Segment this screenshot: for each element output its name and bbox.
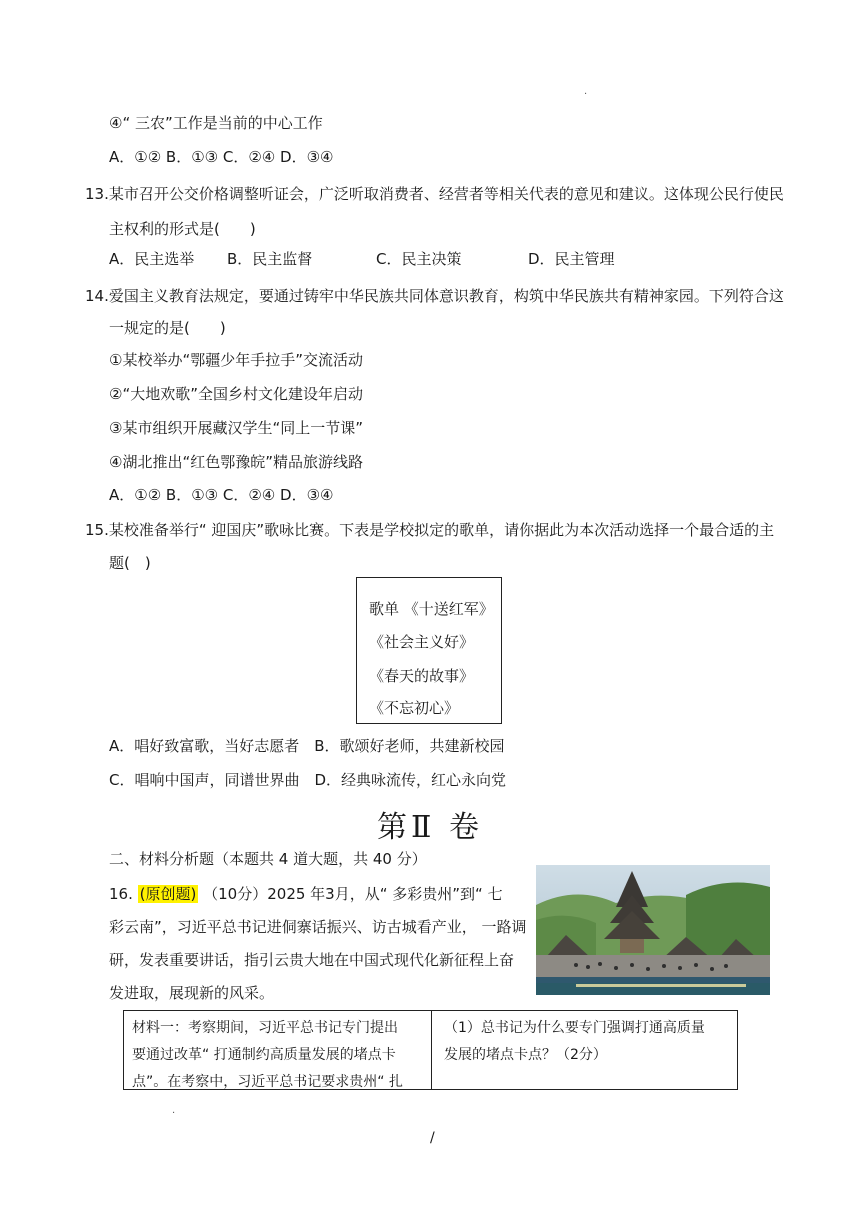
q16-line3: 研，发表重要讲话，指引云贵大地在中国式现代化新征程上奋 — [109, 951, 515, 969]
song-list-item: 《春天的故事》 — [369, 667, 475, 685]
q13-option-c: C．民主决策 — [376, 250, 462, 268]
q16-line1-rest: （10分）2025 年3月，从“ 多彩贵州”到“ 七 — [203, 885, 503, 903]
q14-item-2: ②“大地欢歌”全国乡村文化建设年启动 — [109, 385, 363, 403]
q14-stem-line2: 一规定的是( ) — [109, 319, 226, 337]
material-1-cell — [124, 1011, 432, 1089]
q16-line1 — [109, 884, 503, 904]
question-1-line: 发展的堵点卡点？（2分） — [444, 1047, 607, 1063]
q13-stem-line1: 13.某市召开公交价格调整听证会，广泛听取消费者、经营者等相关代表的意见和建议。这体现公民行使民 — [85, 185, 784, 203]
stray-dot: . — [172, 1105, 176, 1116]
drum-tower-photo-illustration — [536, 865, 770, 995]
q14-options: A．①② B．①③ C．②④ D．③④ — [109, 486, 334, 504]
song-list-box — [356, 577, 502, 724]
q14-item-3: ③某市组织开展藏汉学生“同上一节课” — [109, 419, 363, 437]
q13-option-a: A．民主选举 — [109, 250, 195, 268]
part2-heading: 二、材料分析题（本题共 4 道大题，共 40 分） — [109, 850, 427, 868]
q14-item-1: ①某校举办“鄂疆少年手拉手”交流活动 — [109, 351, 363, 369]
song-list-item: 《不忘初心》 — [369, 699, 460, 717]
q15-stem-line1: 15.某校准备举行“ 迎国庆”歌咏比赛。下表是学校拟定的歌单，请你据此为本次活动选择一个最合适的主 — [85, 521, 775, 539]
page-mark: / — [430, 1130, 435, 1146]
q12-options: A．①② B．①③ C．②④ D．③④ — [109, 148, 334, 166]
q15-options-ab: A．唱好致富歌，当好志愿者 B．歌颂好老师，共建新校园 — [109, 737, 505, 755]
question-1-line: （1）总书记为什么要专门强调打通高质量 — [444, 1020, 705, 1036]
q16-line4: 发进取，展现新的风采。 — [109, 984, 275, 1002]
q13-option-d: D．民主管理 — [528, 250, 615, 268]
q16-line2: 彩云南”，习近平总书记进侗寨话振兴、访古城看产业， 一路调 — [109, 918, 527, 936]
section-title: 第Ⅱ 卷 — [377, 810, 483, 845]
material-table — [123, 1010, 738, 1090]
q16-number: 16. — [109, 885, 133, 903]
question-1-cell — [432, 1011, 737, 1089]
material-1-line: 材料一：考察期间，习近平总书记专门提出 — [132, 1020, 398, 1036]
q15-options-cd: C．唱响中国声，同谱世界曲 D．经典咏流传，红心永向党 — [109, 771, 507, 789]
drum-tower-photo — [536, 865, 770, 995]
song-list-item: 《社会主义好》 — [369, 633, 475, 651]
material-1-line: 点”。在考察中，习近平总书记要求贵州“ 扎 — [132, 1074, 403, 1090]
q15-stem-line2: 题( ) — [109, 554, 151, 572]
q14-item-4: ④湖北推出“红色鄂豫皖”精品旅游线路 — [109, 453, 363, 471]
stray-dot: . — [584, 86, 588, 97]
material-1-line: 要通过改革“ 打通制约高质量发展的堵点卡 — [132, 1047, 396, 1063]
original-question-tag: (原创题) — [139, 885, 197, 903]
q13-stem-line2: 主权利的形式是( ) — [109, 220, 256, 238]
q14-stem-line1: 14.爱国主义教育法规定，要通过铸牢中华民族共同体意识教育，构筑中华民族共有精神家园。下列符合这 — [85, 287, 784, 305]
q13-option-b: B．民主监督 — [227, 250, 313, 268]
song-list-item: 歌单 《十送红军》 — [369, 600, 494, 618]
q12-item-4: ④“ 三农”工作是当前的中心工作 — [109, 114, 323, 132]
